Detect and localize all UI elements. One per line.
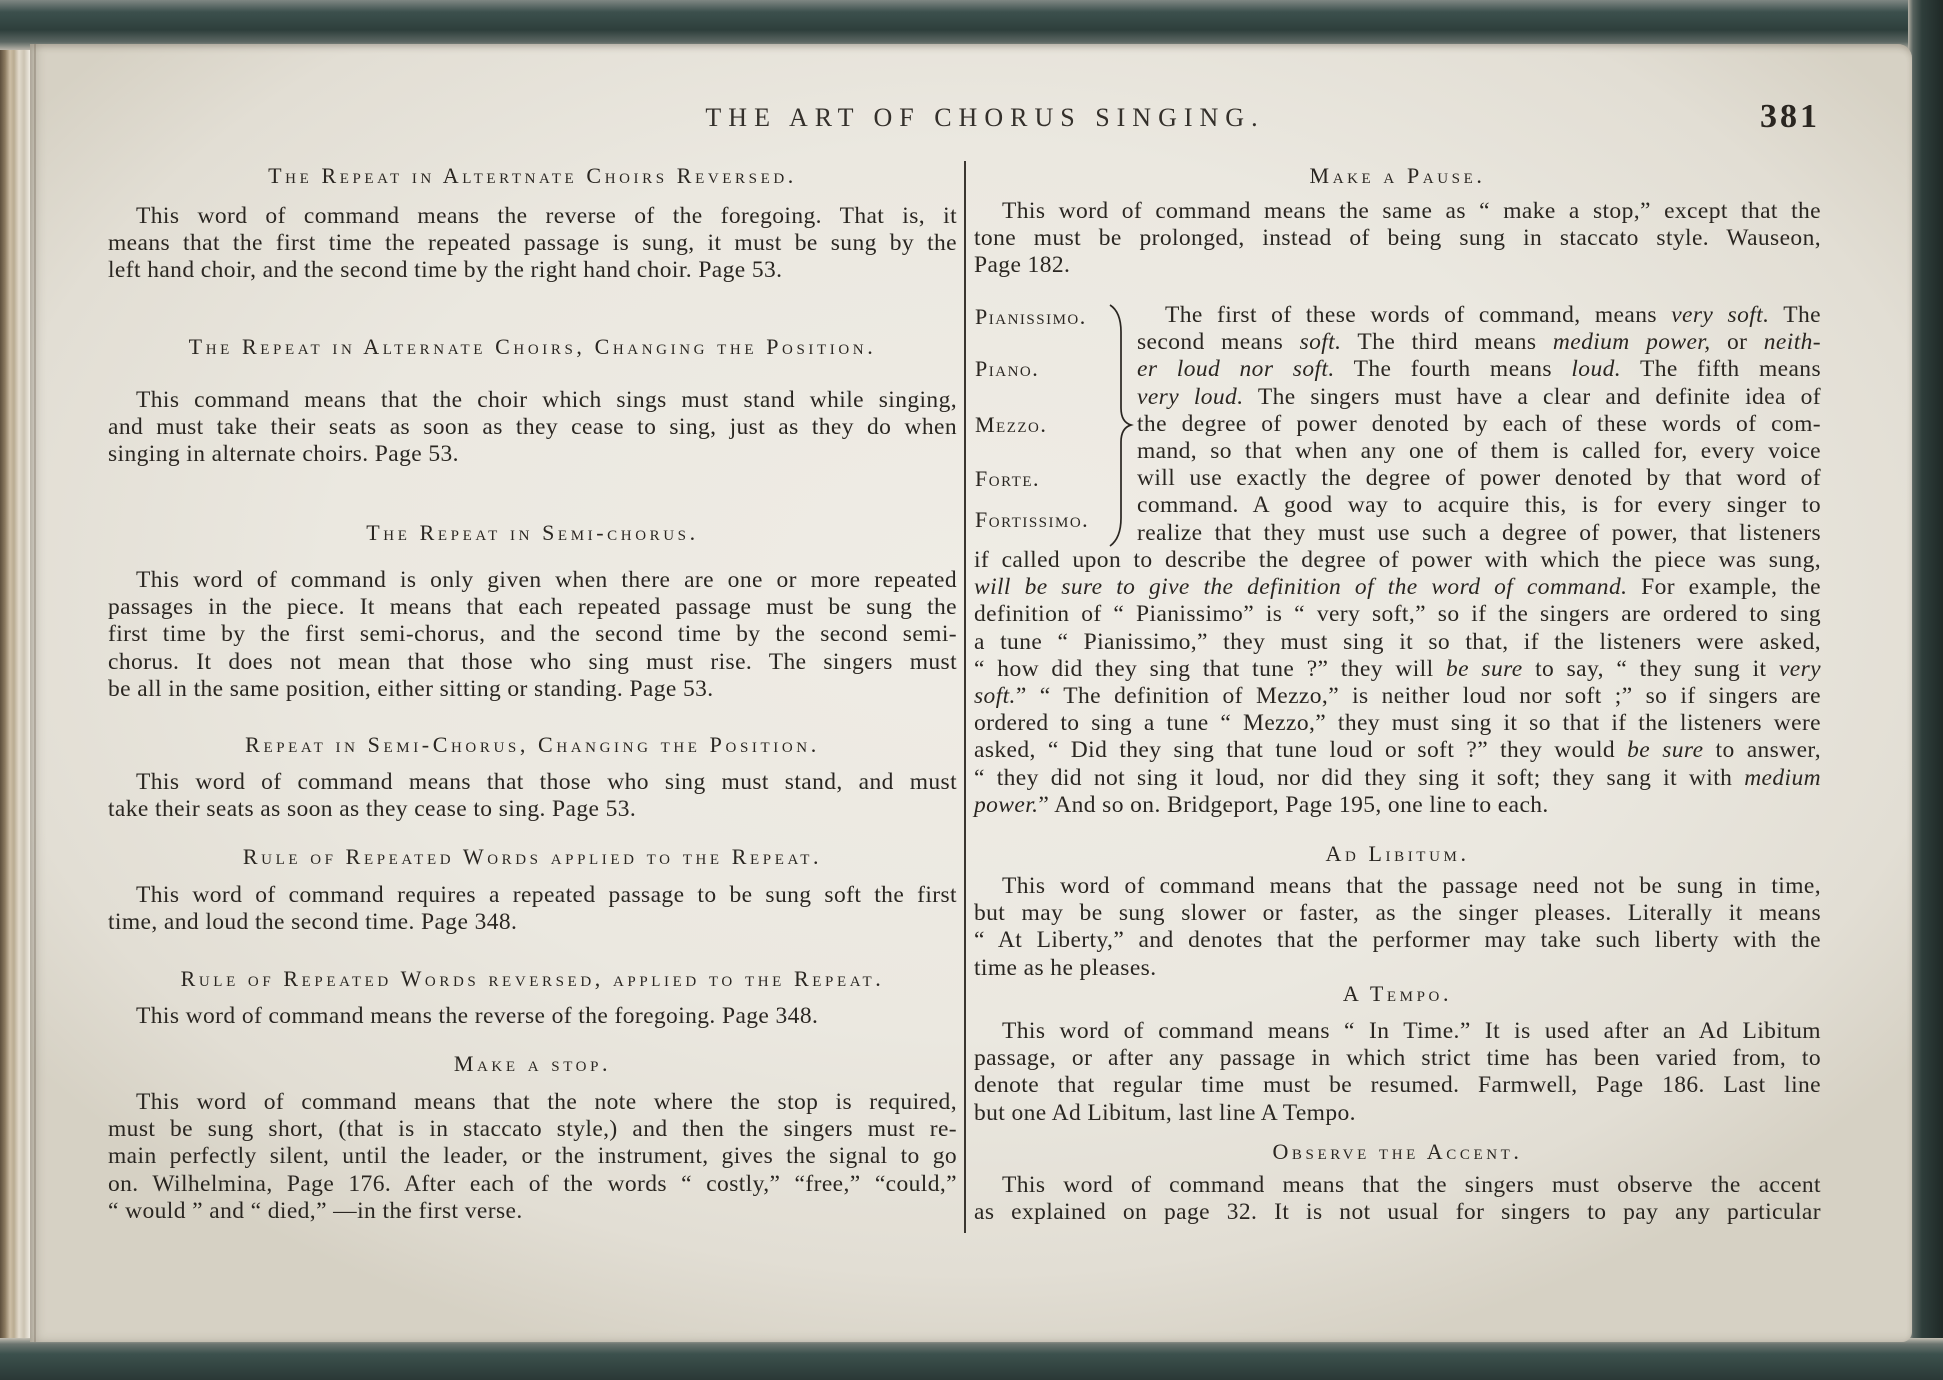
text-line: first time by the first semi-chorus, and the second time by the second semi-	[108, 621, 957, 648]
text-run: to say, “ they sung it	[1522, 655, 1779, 682]
text-line: passages in the piece. It means that each repeated passage must be sung the	[108, 594, 957, 621]
cover-edge-top	[0, 0, 1943, 50]
text-run: “ how did they sing that tune ?” they will	[974, 655, 1446, 682]
text-line: singing in alternate choirs. Page 53.	[108, 441, 459, 468]
text-line: This word of command means “ In Time.” It is used after an Ad Libitum	[1002, 1018, 1821, 1044]
section-heading: Make a stop.	[453, 1051, 612, 1076]
curly-brace	[1104, 300, 1136, 550]
paragraph	[108, 387, 957, 469]
text-line: and must take their seats as soon as they cease to sing, just as they do when	[108, 414, 957, 441]
paragraph	[974, 1172, 1821, 1226]
text-line	[974, 765, 1821, 792]
cover-edge-bottom	[0, 1338, 1943, 1380]
dynamic-label-pianissimo: Pianissimo.	[975, 304, 1087, 329]
text-run: The fourth means	[1334, 356, 1572, 383]
page-number: 381	[1760, 98, 1820, 135]
italic-text: soft.	[1299, 329, 1342, 356]
dynamic-label-piano: Piano.	[975, 356, 1040, 381]
section-heading: Rule of Repeated Words applied to the Repeat.	[242, 844, 823, 869]
text-run: The first of these words of command, means	[1165, 302, 1672, 328]
section-heading: Observe the Accent.	[1272, 1139, 1523, 1164]
text-line: be all in the same position, either sitting or standing. Page 53.	[108, 675, 714, 702]
text-line	[1137, 302, 1821, 329]
text-run: The fifth means	[1621, 356, 1821, 383]
text-line: realize that they must use such a degree of power, that listeners	[1137, 519, 1821, 546]
text-line: “ At Liberty,” and denotes that the performer may take such liberty with the	[974, 927, 1821, 954]
text-run: The singers must have a clear and definite idea of	[1243, 383, 1821, 410]
text-line: “ would ” and “ died,” —in the first verse.	[108, 1197, 523, 1224]
italic-text: be sure	[1445, 655, 1523, 682]
text-run: ” And so on. Bridgeport, Page 195, one line to each.	[1038, 791, 1549, 818]
text-line: on. Wilhelmina, Page 176. After each of the words “ costly,” “free,” “could,”	[108, 1170, 957, 1197]
text-run: to answer,	[1703, 737, 1821, 764]
paragraph	[974, 198, 1821, 280]
italic-text: be sure	[1627, 737, 1704, 764]
paragraph	[974, 1018, 1821, 1127]
paragraph	[108, 769, 957, 823]
text-line: This word of command means the same as “ make a stop,” except that the	[1002, 198, 1821, 224]
paragraph	[974, 547, 1821, 819]
text-line: Page 182.	[974, 252, 1071, 279]
italic-text: er loud nor soft.	[1137, 356, 1335, 383]
text-line: command. A good way to acquire this, is for every singer to	[1137, 492, 1821, 519]
italic-text: power.	[974, 791, 1039, 818]
text-run: The	[1769, 302, 1821, 328]
italic-text: very loud.	[1137, 383, 1244, 410]
paragraph	[108, 203, 957, 285]
italic-text: medium	[1744, 764, 1821, 791]
text-line: This word of command means that the note where the stop is required,	[136, 1089, 957, 1115]
dynamic-label-forte: Forte.	[975, 466, 1040, 491]
text-line: left hand choir, and the second time by the right hand choir. Page 53.	[108, 257, 783, 284]
section-heading: The Repeat in Alternate Choirs, Changing the Position.	[188, 334, 877, 359]
text-run: second means	[1137, 329, 1300, 356]
text-line: This word of command requires a repeated passage to be sung soft the first	[136, 882, 957, 908]
text-line: time, and loud the second time. Page 348.	[108, 909, 518, 936]
text-line: chorus. It does not mean that those who sing must rise. The singers must	[108, 648, 957, 675]
text-run: asked, “ Did they sing that tune loud or soft ?” they would	[974, 737, 1628, 764]
paragraph	[1137, 302, 1821, 547]
section-heading: Make a Pause.	[1309, 163, 1486, 188]
book-spine	[0, 0, 34, 1380]
text-line: time as he pleases.	[974, 954, 1157, 981]
italic-text: very soft.	[1671, 302, 1770, 328]
dynamic-label-fortissimo: Fortissimo.	[975, 507, 1090, 532]
text-run: or	[1710, 329, 1764, 356]
text-run: “ they did not sing it loud, nor did they sing it soft; they sang it with	[974, 764, 1745, 791]
text-line: mand, so that when any one of them is called for, every voice	[1137, 438, 1821, 465]
text-line: will use exactly the degree of power denoted by that word of	[1137, 465, 1821, 492]
dynamic-label-mezzo: Mezzo.	[975, 412, 1048, 437]
text-run: ” “ The definition of Mezzo,” is neither loud nor soft ;” so if singers are	[1015, 683, 1821, 710]
text-line: the degree of power denoted by each of these words of com-	[1137, 410, 1821, 437]
text-run: The third means	[1341, 329, 1553, 356]
text-line: but may be sung slower or faster, as the singer pleases. Literally it means	[974, 900, 1821, 927]
text-line: but one Ad Libitum, last line A Tempo.	[974, 1099, 1356, 1126]
cover-edge-right	[1908, 0, 1943, 1380]
text-line	[1137, 356, 1821, 383]
paragraph	[108, 882, 957, 936]
text-line: This word of command means that the passage need not be sung in time,	[1002, 873, 1821, 899]
text-line: This word of command means the reverse of the foregoing. That is, it	[136, 203, 957, 229]
text-line: take their seats as soon as they cease to sing. Page 53.	[108, 796, 637, 823]
paragraph	[108, 1003, 957, 1030]
text-line	[974, 792, 1821, 819]
italic-text: medium power,	[1552, 329, 1711, 356]
text-line: definition of “ Pianissimo” is “ very soft,” so if the singers are ordered to sing	[974, 601, 1821, 628]
text-line: tone must be prolonged, instead of being sung in staccato style. Wauseon,	[974, 225, 1821, 252]
section-heading: The Repeat in Semi-chorus.	[366, 520, 699, 545]
text-line	[1137, 384, 1821, 411]
text-line	[974, 683, 1821, 710]
italic-text: will be sure to give the definition of the word of command.	[974, 574, 1628, 601]
section-heading: Repeat in Semi-Chorus, Changing the Position.	[245, 732, 820, 757]
text-line: if called upon to describe the degree of power with which the piece was sung,	[974, 547, 1821, 573]
text-line: denote that regular time must be resumed. Farmwell, Page 186. Last line	[974, 1072, 1821, 1099]
text-line: a tune “ Pianissimo,” they must sing it so that, if the listeners were asked,	[974, 628, 1821, 655]
section-heading: Rule of Repeated Words reversed, applied to the Repeat.	[180, 966, 885, 991]
text-line: main perfectly silent, until the leader, or the instrument, gives the signal to go	[108, 1143, 957, 1170]
text-line: passage, or after any passage in which strict time has been varied from, to	[974, 1045, 1821, 1072]
italic-text: very	[1778, 655, 1822, 682]
text-run: For example, the	[1627, 574, 1821, 601]
text-line	[974, 574, 1821, 601]
text-line: This command means that the choir which sings must stand while singing,	[136, 387, 957, 413]
text-line: must be sung short, (that is in staccato style,) and then the singers must re-	[108, 1116, 957, 1143]
text-line: This word of command is only given when there are one or more repeated	[136, 567, 957, 593]
section-heading: The Repeat in Altertnate Choirs Reversed.	[268, 163, 797, 188]
text-line: This word of command means the reverse of the foregoing. Page 348.	[136, 1003, 819, 1029]
italic-text: soft.	[974, 683, 1016, 710]
italic-text: loud.	[1571, 356, 1622, 383]
section-heading: Ad Libitum.	[1325, 841, 1470, 866]
text-line: means that the first time the repeated passage is sung, it must be sung by the	[108, 230, 957, 257]
paragraph	[108, 1089, 957, 1225]
section-heading: A Tempo.	[1342, 981, 1453, 1006]
running-head: THE ART OF CHORUS SINGING.	[705, 103, 1265, 132]
text-line	[974, 737, 1821, 764]
text-line: This word of command means that those who sing must stand, and must	[136, 769, 957, 795]
paragraph	[108, 567, 957, 703]
column-divider	[964, 161, 966, 1233]
paragraph	[974, 873, 1821, 982]
text-line: as explained on page 32. It is not usual for singers to pay any particular	[974, 1199, 1821, 1226]
text-line: ordered to sing a tune “ Mezzo,” they must sing it so that if the listeners were	[974, 710, 1821, 737]
text-line	[974, 656, 1821, 683]
text-line	[1137, 329, 1821, 356]
text-line: This word of command means that the singers must observe the accent	[1002, 1172, 1821, 1198]
italic-text: neith-	[1763, 329, 1821, 356]
